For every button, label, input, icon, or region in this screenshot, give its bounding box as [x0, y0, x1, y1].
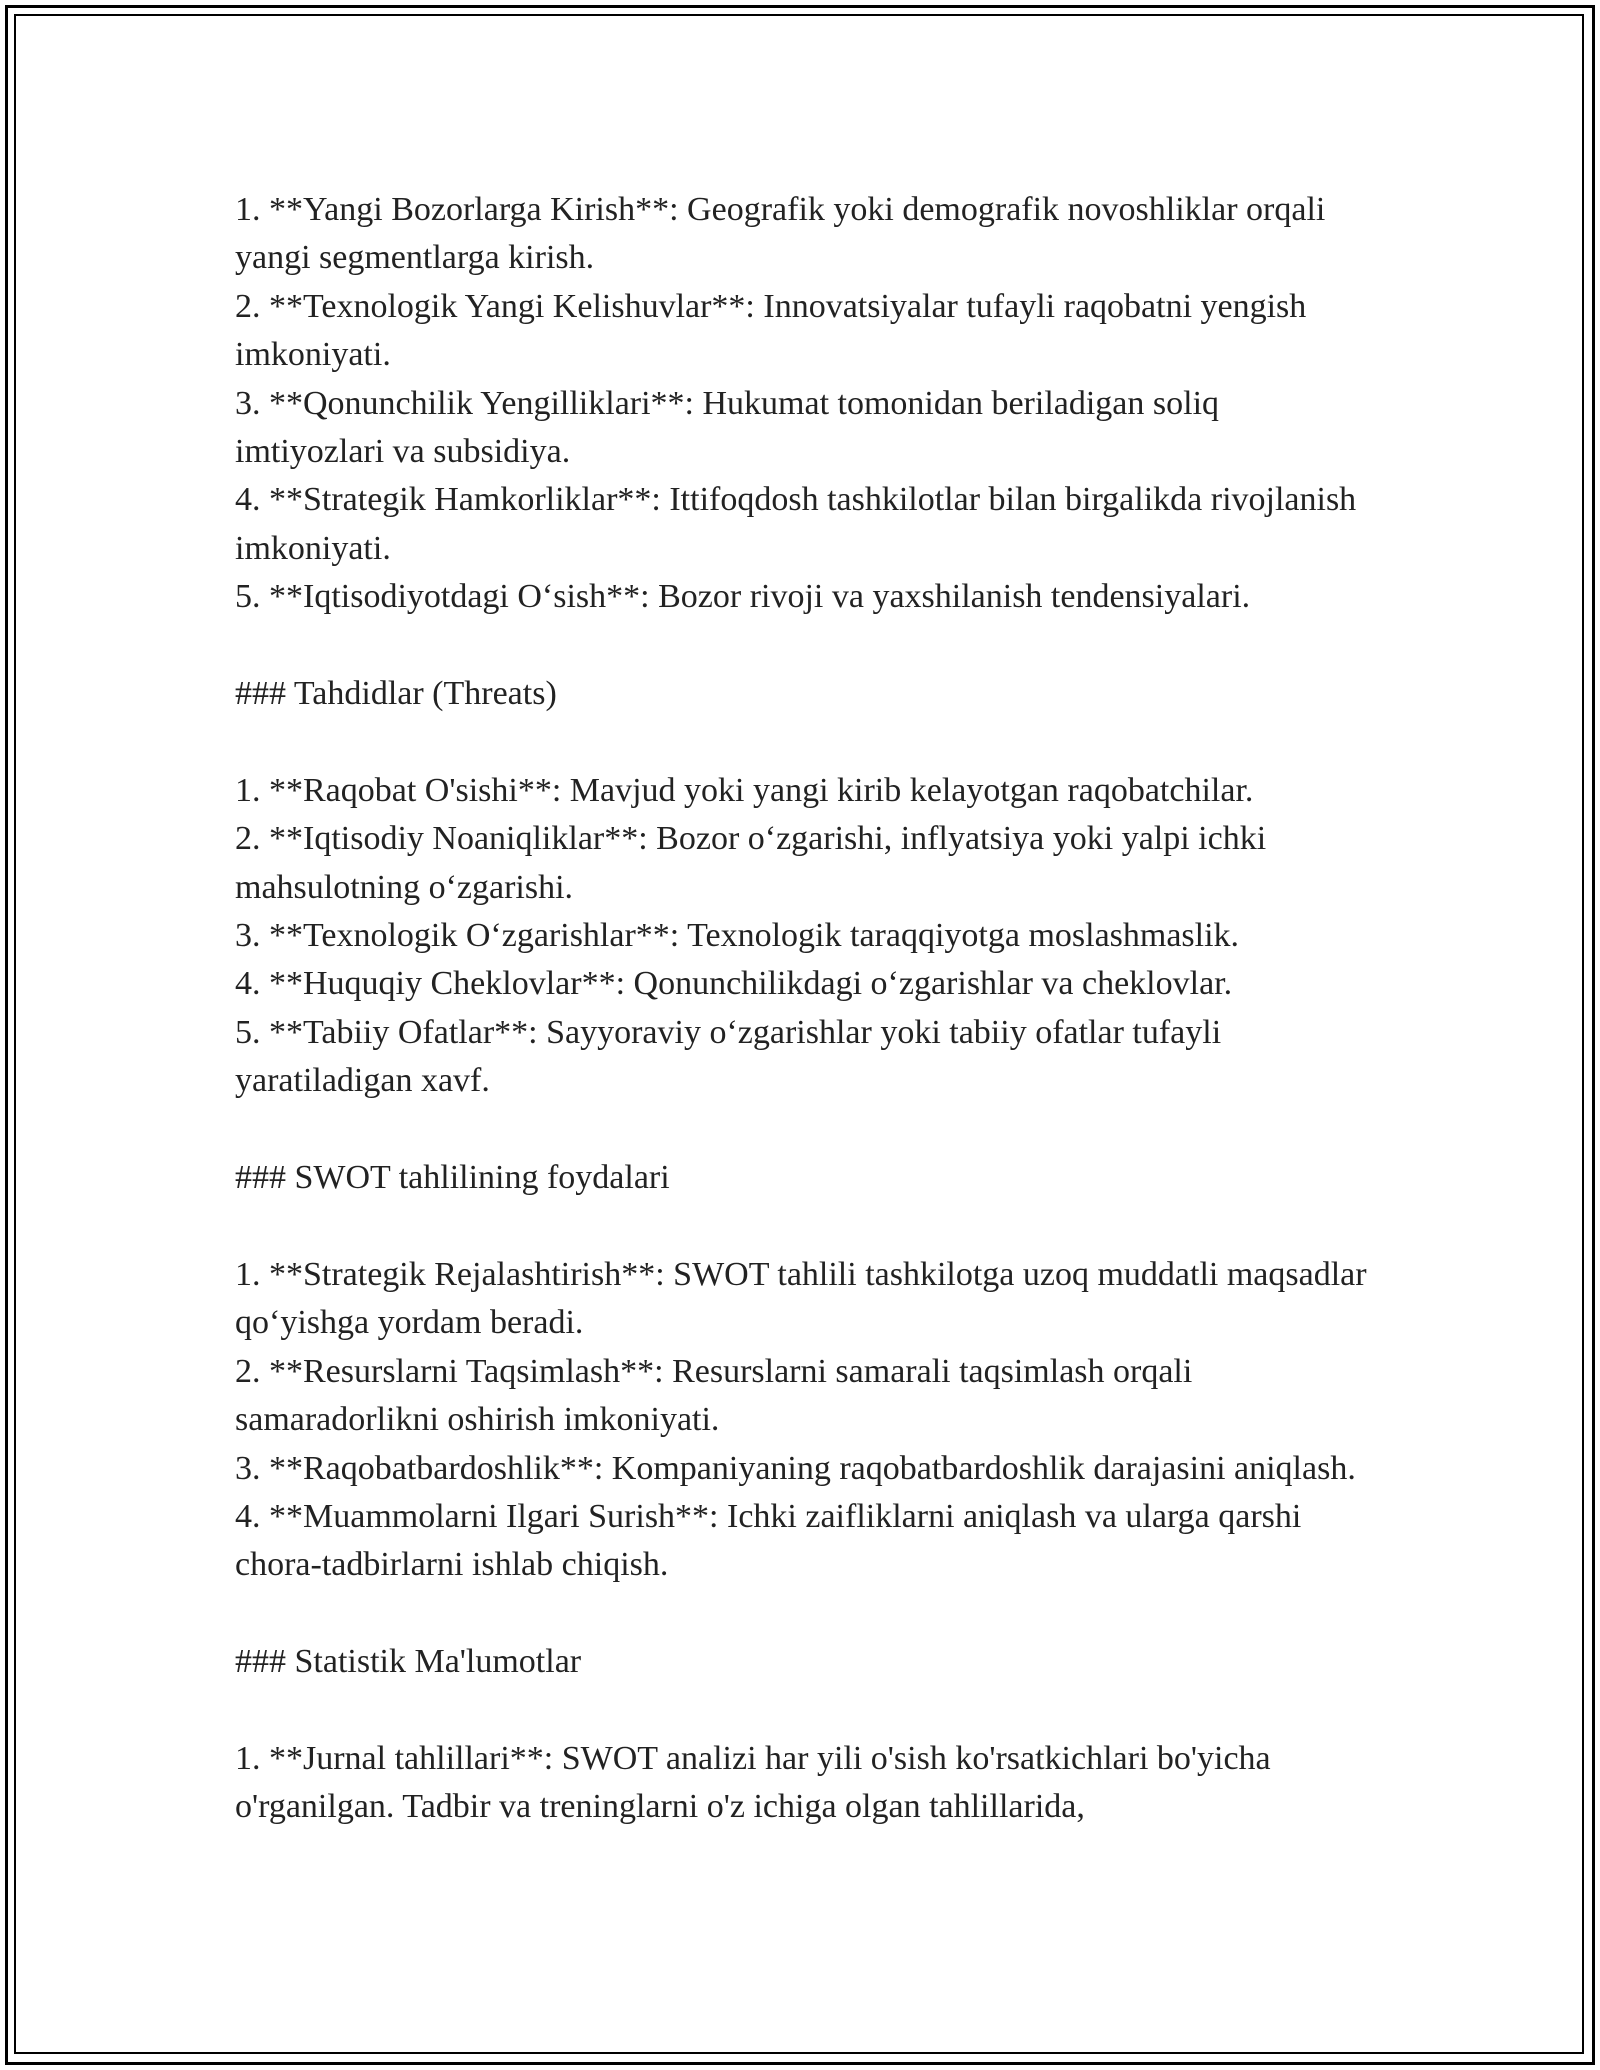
list-item: 1. **Yangi Bozorlarga Kirish**: Geografik yoki demografik novoshliklar orqali yangi segmentlarga kirish. [235, 191, 1326, 277]
threats-heading: ### Tahdidlar (Threats) [235, 675, 557, 713]
list-item: 3. **Qonunchilik Yengilliklari**: Hukumat tomonidan beriladigan soliq imtiyozlari va subsidiya. [235, 384, 1220, 471]
threats-list [235, 767, 1375, 1106]
list-item: 5. **Iqtisodiyotdagi O‘sish**: Bozor rivoji va yaxshilanish tendensiyalari. [235, 578, 1251, 616]
list-item: 4. **Strategik Hamkorliklar**: Ittifoqdosh tashkilotlar bilan birgalikda rivojlanish imkoniyati. [235, 481, 1357, 567]
paragraph-gap [235, 718, 1375, 766]
document-body [235, 186, 1375, 1832]
paragraph-gap [235, 1106, 1375, 1154]
paragraph-gap [235, 622, 1375, 670]
list-item: 1. **Strategik Rejalashtirish**: SWOT tahlili tashkilotga uzoq muddatli maqsadlar qo‘yishga yordam beradi. [235, 1255, 1367, 1342]
stats-list [235, 1735, 1375, 1832]
list-item: 2. **Iqtisodiy Noaniqliklar**: Bozor o‘zgarishi, inflyatsiya yoki yalpi ichki mahsulotning o‘zgarishi. [235, 820, 1267, 906]
list-item: 4. **Muammolarni Ilgari Surish**: Ichki zaifliklarni aniqlash va ularga qarshi chora-tadbirlarni ishlab chiqish. [235, 1497, 1302, 1584]
list-item: 2. **Texnologik Yangi Kelishuvlar**: Innovatsiyalar tufayli raqobatni yengish imkoniyati. [235, 287, 1307, 374]
opportunities-list [235, 186, 1375, 622]
benefits-list [235, 1251, 1375, 1590]
list-item: 3. **Texnologik O‘zgarishlar**: Texnologik taraqqiyotga moslashmaslik. [235, 917, 1240, 955]
list-item: 1. **Jurnal tahlillari**: SWOT analizi har yili o'sish ko'rsatkichlari bo'yicha o'rganilgan. Tadbir va treninglarni o'z ichiga olgan tahlillarida, [235, 1739, 1271, 1826]
paragraph-gap [235, 1202, 1375, 1250]
benefits-heading: ### SWOT tahlilining foydalari [235, 1159, 670, 1197]
list-item: 3. **Raqobatbardoshlik**: Kompaniyaning raqobatbardoshlik darajasini aniqlash. [235, 1449, 1356, 1487]
list-item: 4. **Huquqiy Cheklovlar**: Qonunchilikdagi o‘zgarishlar va cheklovlar. [235, 965, 1233, 1003]
list-item: 5. **Tabiiy Ofatlar**: Sayyoraviy o‘zgarishlar yoki tabiiy ofatlar tufayli yaratiladigan xavf. [235, 1013, 1222, 1100]
paragraph-gap [235, 1590, 1375, 1638]
list-item: 2. **Resurslarni Taqsimlash**: Resurslarni samarali taqsimlash orqali samaradorlikni oshirish imkoniyati. [235, 1352, 1193, 1439]
paragraph-gap [235, 1687, 1375, 1735]
stats-heading: ### Statistik Ma'lumotlar [235, 1643, 582, 1681]
list-item: 1. **Raqobat O'sishi**: Mavjud yoki yangi kirib kelayotgan raqobatchilar. [235, 771, 1254, 809]
